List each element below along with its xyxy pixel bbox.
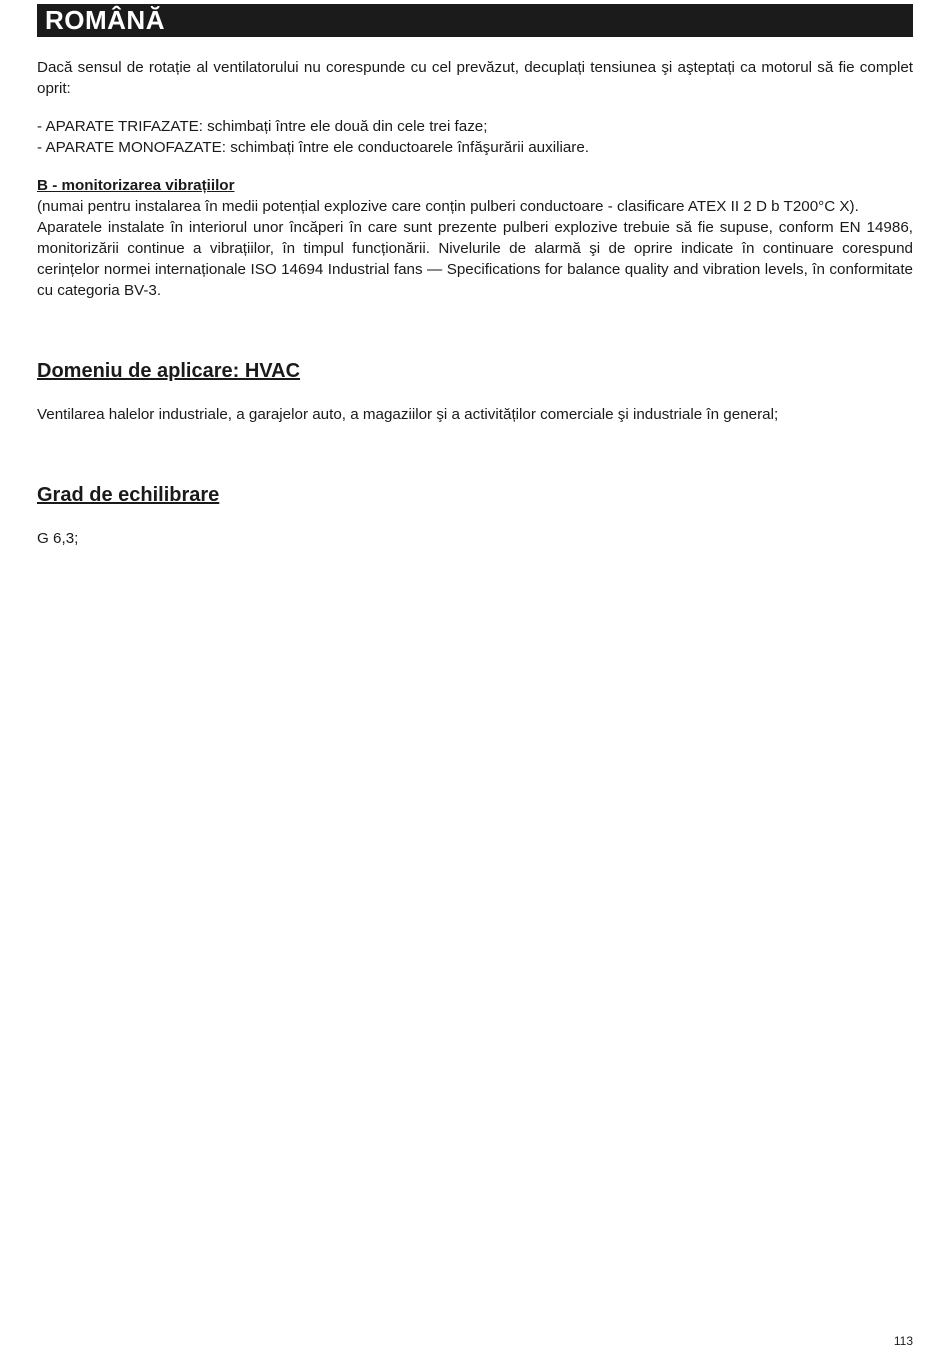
- vibration-heading: B - monitorizarea vibrațiilor: [37, 177, 235, 194]
- application-text: Ventilarea halelor industriale, a garajelor auto, a magaziilor şi a activităților comerciale şi industriale în general;: [37, 406, 779, 423]
- intro-item-three-phase: - APARATE TRIFAZATE: schimbați între ele două din cele trei faze;: [37, 118, 488, 135]
- vibration-note: (numai pentru instalarea în medii potențial explozive care conțin pulberi conductoare - clasificare ATEX II 2 D b T200°C X).: [37, 198, 859, 215]
- document-page: [37, 4, 913, 549]
- intro-item-single-phase: - APARATE MONOFAZATE: schimbați între ele conductoarele înfăşurării auxiliare.: [37, 139, 590, 156]
- vibration-body: Aparatele instalate în interiorul unor încăperi în care sunt prezente pulberi explozive trebuie să fie supuse, conform EN 14986, monitorizării continue a vibrațiilor, în timpul funcționării. Nivelurile de alarmă şi de oprire indicate în continuare corespund cerințelor normei internaționale ISO 14694 Industrial fans — Specifications for balance quality and vibration levels, în conformitate cu categoria BV-3.: [37, 219, 913, 299]
- language-banner: ROMÂNĂ: [37, 4, 913, 37]
- page-number: 113: [893, 1334, 913, 1348]
- balance-text: G 6,3;: [37, 530, 79, 547]
- application-title: Domeniu de aplicare: HVAC: [37, 360, 301, 382]
- intro-paragraph: Dacă sensul de rotație al ventilatorului nu corespunde cu cel prevăzut, decuplați tensiunea şi aşteptați ca motorul să fie complet oprit:: [37, 59, 913, 97]
- balance-title: Grad de echilibrare: [37, 484, 220, 506]
